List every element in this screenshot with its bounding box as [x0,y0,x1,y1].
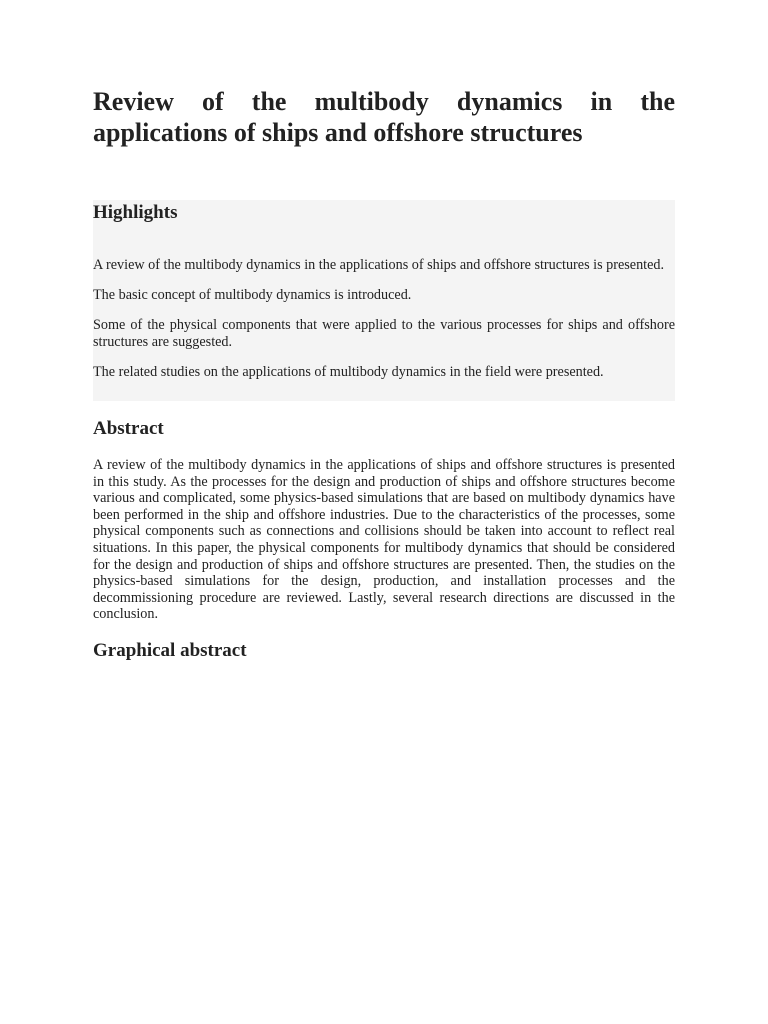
paper-title: Review of the multibody dynamics in the applications of ships and offshore structures [93,87,675,147]
highlight-item: A review of the multibody dynamics in the applications of ships and offshore structures is presented. [93,257,665,273]
abstract-heading: Abstract [93,418,164,439]
highlight-item: The related studies on the applications of multibody dynamics in the field were presented. [93,363,604,380]
paper-page [93,86,675,661]
abstract-text: A review of the multibody dynamics in the applications of ships and offshore structures is presented in this study. As the processes for the design and production of ships and offshore structures become various and complicated, some physics-based simulations that are based on multibody dynamics have been performed in the ship and offshore industries. Due to the characteristics of the processes, some physical components such as connections and collisions should be taken into account to reflect real situations. In this paper, the physical components for multibody dynamics that should be considered for the design and production of ships and offshore structures are presented. Then, the studies on the physics-based simulations for the design, production, and installation processes and the decommissioning procedure are reviewed. Lastly, several research directions are discussed in the conclusion. [93,457,675,623]
graphical-abstract-heading: Graphical abstract [93,640,247,661]
highlight-item: Some of the physical components that were applied to the various processes for ships and offshore structures are suggested. [93,317,675,350]
highlights-heading: Highlights [93,202,178,223]
highlights-list [93,257,675,394]
highlight-item: The basic concept of multibody dynamics is introduced. [93,287,412,303]
